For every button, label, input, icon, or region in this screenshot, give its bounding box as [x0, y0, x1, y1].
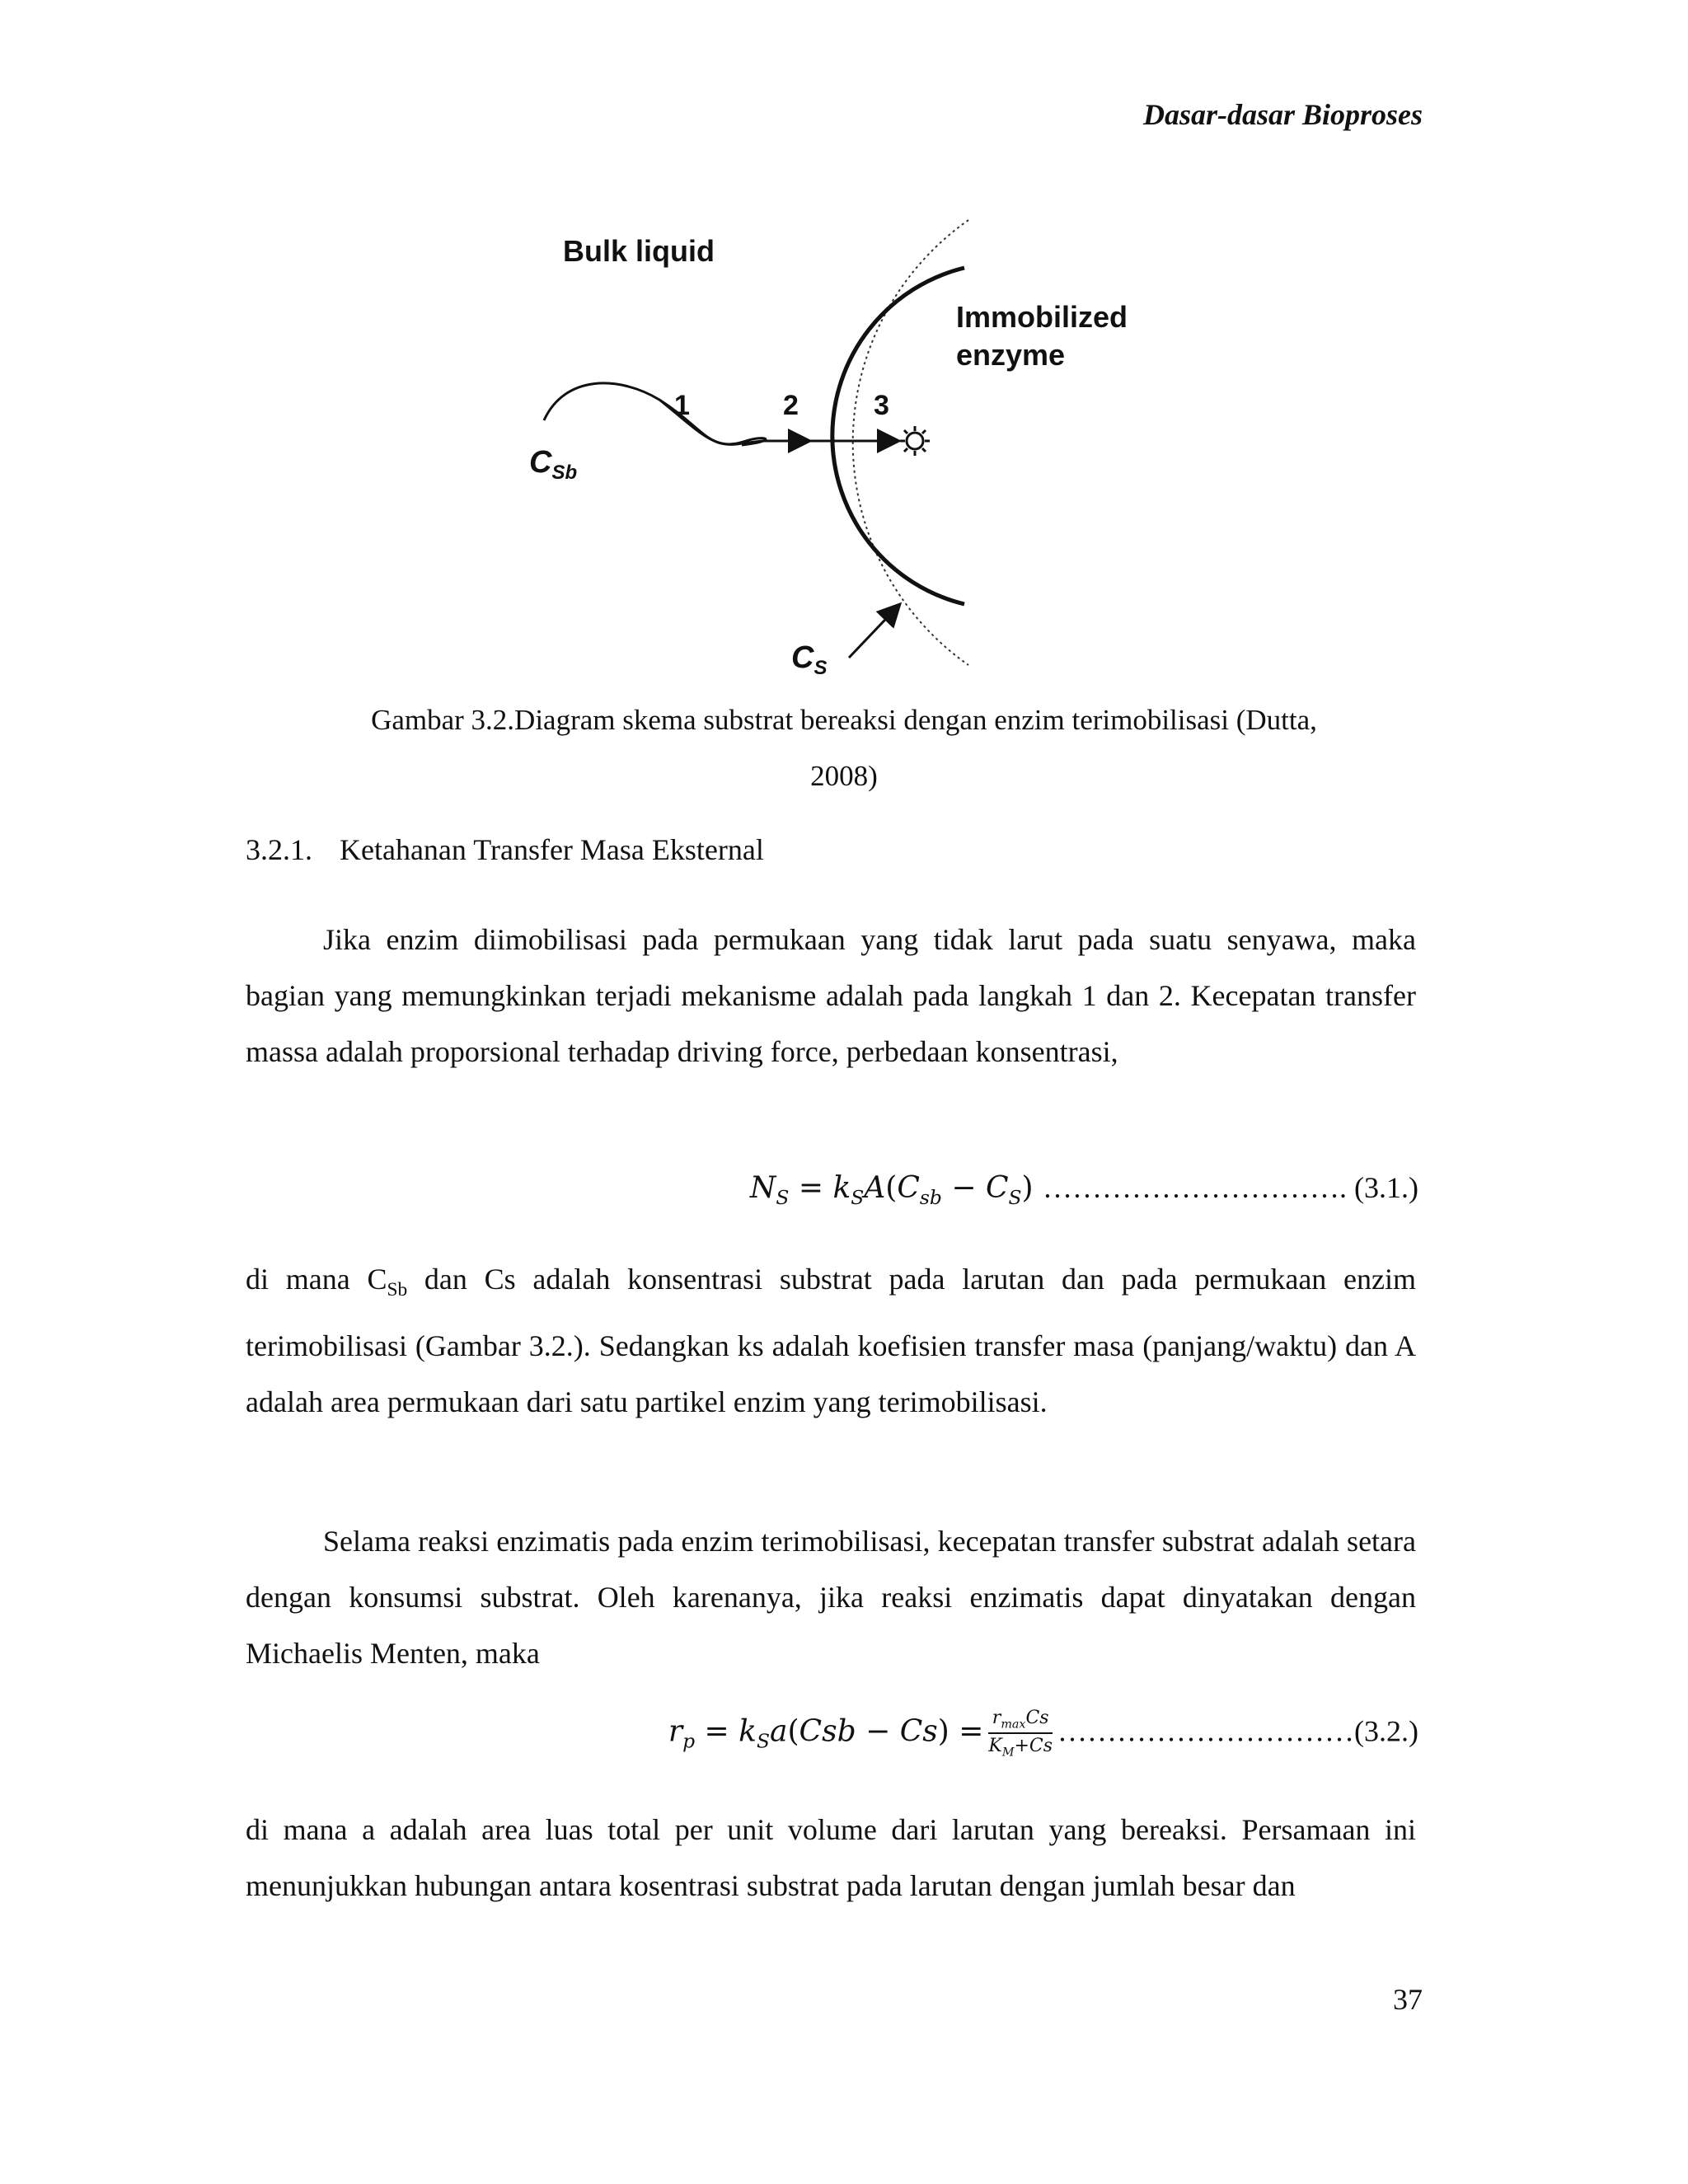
immobilized-label-line1: Immobilized [956, 300, 1128, 334]
step-3-label: 3 [874, 390, 889, 421]
paragraph-4-text: di mana a adalah area luas total per unit volume dari larutan yang bereaksi. Persamaan ini menunjukkan hubungan antara kosentrasi substrat pada larutan dengan jumlah besar dan [246, 1813, 1416, 1902]
immobilized-label-line2: enzyme [956, 338, 1066, 372]
equation-3-2-number: …………………………(3.2.) [1057, 1714, 1418, 1748]
csb-label: $C_{Sb}$ [529, 445, 578, 484]
enzyme-site-icon [900, 426, 930, 456]
caption-line-1: Gambar 3.2.Diagram skema substrat bereaksi dengan enzim terimobilisasi (Dutta, [371, 704, 1317, 736]
paragraph-3-text: Selama reaksi enzimatis pada enzim terimobilisasi, kecepatan transfer substrat adalah setara dengan konsumsi substrat. Oleh karenanya, jika reaksi enzimatis dapat dinyatakan dengan Michaelis Menten, maka [246, 1525, 1416, 1670]
cs-pointer-arrow [849, 606, 898, 658]
bulk-liquid-label: Bulk liquid [563, 234, 715, 268]
section-number: 3.2.1. [246, 833, 312, 866]
bulk-diffusion-path [544, 383, 766, 445]
michaelis-menten-fraction: $\frac{r_{max}Cs}{K_M+Cs}$ [988, 1708, 1053, 1760]
page-number: 37 [1393, 1983, 1423, 2016]
caption-line-2: 2008) [810, 760, 878, 792]
running-header: Dasar-dasar Bioproses [1142, 98, 1423, 131]
step-2-label: 2 [783, 390, 799, 421]
section-heading [246, 832, 764, 867]
equation-3-2: $r_p = k_Sa(Csb - Cs)$ = $\frac{r_{max}Cs}{K_M+Cs}$ …………………………(3.2.) [668, 1708, 1418, 1760]
paragraph-1 [246, 912, 1416, 1080]
diagram-svg [495, 210, 1203, 688]
equation-3-1: $N_S = k_SA(C_{sb} - C_S)$ …………………………. (3.1.) [749, 1171, 1418, 1210]
immobilized-enzyme-diagram [495, 210, 1203, 688]
paragraph-2-start: di mana C [246, 1263, 387, 1296]
paragraph-2 [246, 1251, 1416, 1430]
cs-label: $C_S$ [791, 640, 828, 679]
paragraph-1-text: Jika enzim diimobilisasi pada permukaan yang tidak larut pada suatu senyawa, maka bagian yang memungkinkan terjadi mekanisme adalah pada langkah 1 dan 2. Kecepatan transfer massa adalah proporsional terhadap driving force, perbedaan konsentrasi, [246, 923, 1416, 1068]
figure-caption [247, 692, 1441, 804]
paragraph-4 [246, 1802, 1416, 1914]
paragraph-3 [246, 1513, 1416, 1681]
section-title: Ketahanan Transfer Masa Eksternal [340, 833, 764, 866]
step-1-label: 1 [674, 390, 690, 421]
paragraph-2-rest: dan Cs adalah konsentrasi substrat pada larutan dan pada permukaan enzim terimobilisasi (Gambar 3.2.). Sedangkan ks adalah koefisien transfer masa (panjang/waktu) dan A adalah area permukaan dari satu partikel enzim yang terimobilisasi. [246, 1263, 1416, 1419]
paragraph-2-sub: Sb [387, 1279, 408, 1301]
equation-3-1-number: …………………………. (3.1.) [1043, 1171, 1418, 1204]
